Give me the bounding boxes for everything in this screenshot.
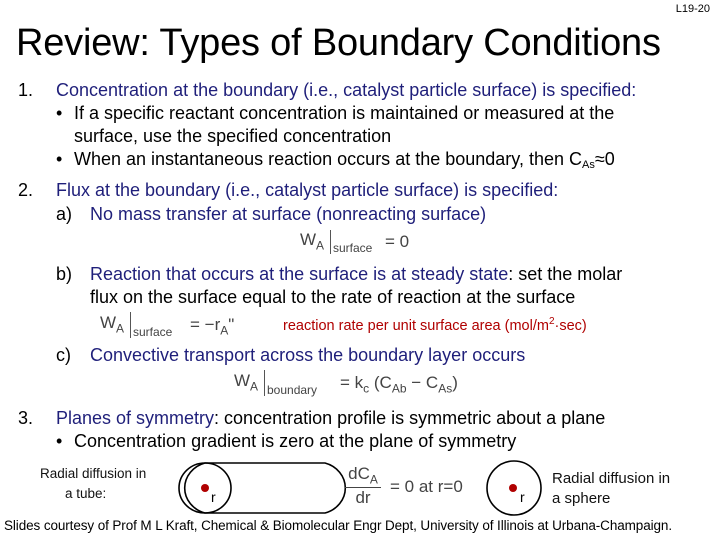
symmetry-equation-rhs: = 0 at r=0 — [390, 477, 463, 496]
subitem-b-letter: b) — [56, 264, 73, 284]
bullet-3a-text: Concentration gradient is zero at the plane of symmetry — [74, 431, 517, 451]
sphere-center-dot — [509, 484, 517, 492]
symmetry-equation: $dC_A$ dr — [345, 464, 381, 508]
slide-title: Review: Types of Boundary Conditions — [16, 22, 661, 64]
equation-c-rhs: = $k_c$ $(C_{Ab} - C_{As})$ — [340, 373, 458, 396]
item-1-number: 1. — [18, 80, 34, 100]
subitem-b-text: Reaction that occurs at the surface is at steady state: set the molar — [90, 264, 623, 284]
bullet-3a: • — [56, 431, 63, 451]
item-2-text: Flux at the boundary (i.e., catalyst particle surface) is specified: — [56, 180, 559, 200]
bullet-1a: • — [56, 103, 63, 123]
equation-b-note: reaction rate per unit surface area $(mol/m^2\cdot\sec)$ — [283, 316, 587, 334]
equation-a: $W_A$ — [300, 230, 325, 253]
equation-b-rhs: = $-r_A$" — [190, 315, 235, 338]
equation-c-bar — [264, 370, 265, 396]
subitem-c-letter: c) — [56, 345, 71, 365]
tube-r-label: r — [211, 489, 216, 505]
subitem-a-letter: a) — [56, 204, 73, 224]
equation-a-bar-sub: surface — [333, 241, 373, 255]
equation-c: $W_A$ — [234, 371, 259, 394]
tube-center-dot — [201, 484, 209, 492]
bullet-1b: • — [56, 149, 63, 169]
sphere-r-label: r — [520, 489, 525, 505]
equation-a-bar — [330, 230, 331, 254]
subitem-b-line2: flux on the surface equal to the rate of reaction at the surface — [90, 287, 576, 307]
bullet-1a-line2: surface, use the specified concentration — [74, 126, 392, 146]
item-2-number: 2. — [18, 180, 34, 200]
footer-credit: Slides courtesy of Prof M L Kraft, Chemical & Biomolecular Engr Dept, University of Illinois at Urbana-Champaign. — [4, 518, 672, 533]
sphere-label-2: a sphere — [552, 490, 611, 507]
equation-b-bar-sub: surface — [133, 325, 173, 339]
equation-b: $W_A$ — [100, 313, 125, 336]
tube-label-2: a tube: — [65, 486, 107, 501]
item-3-text: Planes of symmetry: concentration profile is symmetric about a plane — [56, 408, 606, 428]
slide-number: L19-20 — [675, 3, 710, 15]
equation-b-bar — [130, 312, 131, 338]
sphere-label-1: Radial diffusion in — [552, 470, 671, 487]
bullet-1b-text: When an instantaneous reaction occurs at the boundary, then $C_{As}\approx 0$ — [74, 149, 615, 171]
tube-label-1: Radial diffusion in — [40, 466, 147, 481]
item-1-text: Concentration at the boundary (i.e., catalyst particle surface) is specified: — [56, 80, 637, 100]
equation-a-rhs: = 0 — [385, 232, 410, 251]
bullet-1a-line1: If a specific reactant concentration is maintained or measured at the — [74, 103, 615, 123]
subitem-a-text: No mass transfer at surface (nonreacting surface) — [90, 204, 487, 224]
item-3-number: 3. — [18, 408, 34, 428]
equation-c-bar-sub: boundary — [267, 383, 318, 397]
subitem-c-text: Convective transport across the boundary layer occurs — [90, 345, 526, 365]
